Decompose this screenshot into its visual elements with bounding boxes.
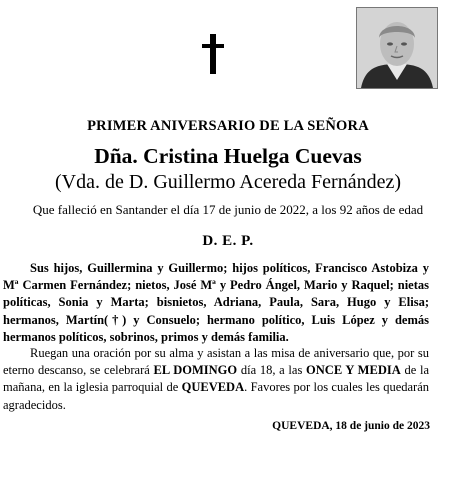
- portrait-photo: [356, 7, 438, 89]
- mass-time: ONCE Y MEDIA: [306, 363, 401, 378]
- mass-day: EL DOMINGO: [153, 363, 238, 378]
- request-text-2: día 18, a las: [237, 363, 307, 378]
- request-text-4: . Favores por los cuales les quedarán agradecidos.: [3, 380, 429, 412]
- deceased-name: Dña. Cristina Huelga Cuevas: [94, 144, 362, 168]
- request-text-3: de la mañana, en la iglesia parroquial de: [3, 363, 429, 395]
- family-paragraph: Sus hijos, Guillermina y Guillermo; hijos políticos, Francisco Astobiza y Mª Carmen Fernández; nietos, José Mª y Pedro Ángel, Mario y Raquel; nietas políticas, Sonia y Marta; bisnietos, Adriana, Paula, Sara, Hugo y Elisa; hermanos, Martín(†) y Consuelo; hermano político, Luis López y demás hermanos políticos, sobrinos, primos y demás familia.: [3, 261, 429, 344]
- widow-of-line: (Vda. de D. Guillermo Acereda Fernández): [55, 171, 401, 193]
- rip-line: D. E. P.: [202, 233, 254, 249]
- request-paragraph: [3, 345, 429, 414]
- death-notice: Que falleció en Santander el día 17 de junio de 2022, a los 92 años de edad: [32, 202, 424, 217]
- mass-place: QUEVEDA: [181, 380, 245, 395]
- latin-cross-icon: [200, 34, 226, 74]
- signature-line: QUEVEDA, 18 de junio de 2023: [272, 420, 430, 432]
- request-text-1: Ruegan una oración por su alma y asistan a las misa de aniversario que, por su eterno descanso, se celebrará: [3, 346, 429, 378]
- anniversary-heading: PRIMER ANIVERSARIO DE LA SEÑORA: [87, 118, 369, 134]
